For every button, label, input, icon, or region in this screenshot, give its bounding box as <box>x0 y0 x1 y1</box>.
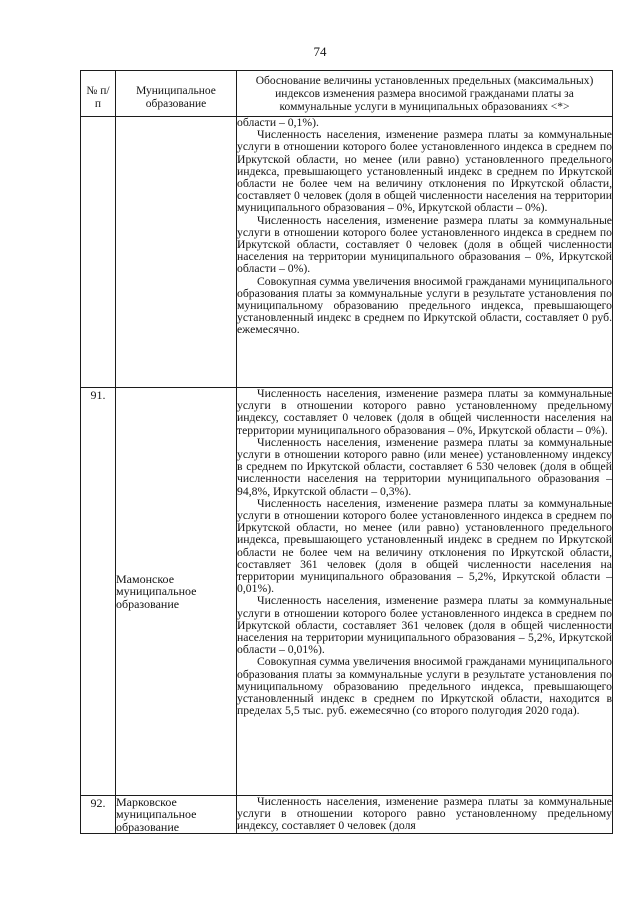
row-municipality: Марковское муниципальное образование <box>116 796 237 834</box>
header-num <box>81 71 116 117</box>
header-municipality <box>116 71 237 117</box>
header-justification <box>237 71 613 117</box>
row-justification-clip <box>237 796 612 833</box>
paragraph: Численность населения, изменение размера платы за коммунальные услуги в отношении которого более установленного индекса в среднем по Иркутской области, но менее (или равно) установленного предельного индекса, превышающего установленный индекс в среднем по Иркутской области не более чем на величину отклонения по Иркутской области, составляет 361 человек (доля в общей численности населения на территории муниципального образования – 5,2%, Иркутской области – 0,01%). <box>237 496 612 596</box>
paragraph: Численность населения, изменение размера платы за коммунальные услуги в отношении которого равно (или менее) установленному индексу в среднем по Иркутской области, составляет 6 530 человек (доля в общей численности населения на территории муниципального образования – 94,8%, Иркутской области – 0,3%). <box>237 435 612 498</box>
paragraph: Численность населения, изменение размера платы за коммунальные услуги в отношении которого равно установленному предельному индексу, составляет 0 человек (доля в общей численности населения на территории муниципального образования – 0%, Иркутской области – 0%). <box>237 387 612 437</box>
paragraph: области – 0,1%). <box>237 116 319 129</box>
header-num-label: № п/п <box>86 85 110 110</box>
paragraph: Численность населения, изменение размера платы за коммунальные услуги в отношении которого равно установленному предельному индексу, составляет 0 человек (доля <box>237 796 612 833</box>
row-justification <box>237 117 613 388</box>
header-municipality-label: Муниципальное образование <box>136 85 216 110</box>
paragraph: Численность населения, изменение размера платы за коммунальные услуги в отношении которого более установленного индекса в среднем по Иркутской области, составляет 361 человек (доля в общей численности населения на территории муниципального образования – 5,2%, Иркутской области – 0,01%). <box>237 594 612 657</box>
paragraph: Совокупная сумма увеличения вносимой гражданами муниципального образования платы за коммунальные услуги в результате установления по муниципальному образованию предельного индекса, превышающего установленный индекс в среднем по Иркутской области, находится в пределах 5,5 тыс. руб. ежемесячно (со второго полугодия 2020 года). <box>237 655 612 718</box>
row-number: 91. <box>81 388 116 796</box>
row-justification <box>237 388 613 796</box>
row-justification <box>237 796 613 834</box>
table-row <box>81 117 613 388</box>
table-row <box>81 796 613 834</box>
row-municipality <box>116 117 237 388</box>
table-header-row <box>81 71 613 117</box>
paragraph: Численность населения, изменение размера платы за коммунальные услуги в отношении которого более установленного индекса в среднем по Иркутской области, составляет 0 человек (доля в общей численности населения на территории муниципального образования – 0%, Иркутской области – 0%). <box>237 213 612 276</box>
header-justification-label: Обоснование величины установленных предельных (максимальных) индексов изменения размера вносимой гражданами платы за коммунальные услуги в муниципальных образованиях <*> <box>255 75 594 113</box>
row-number <box>81 117 116 388</box>
indices-table <box>80 70 613 834</box>
row-municipality: Мамонское муниципальное образование <box>116 388 237 796</box>
page-number: 74 <box>313 44 327 59</box>
paragraph: Численность населения, изменение размера платы за коммунальные услуги в отношении которого более установленного индекса в среднем по Иркутской области, но менее (или равно) установленного предельного индекса, превышающего установленный индекс в среднем по Иркутской области не более чем на величину отклонения по Иркутской области, составляет 0 человек (доля в общей численности населения на территории муниципального образования – 0%, Иркутской области – 0%). <box>237 128 612 215</box>
row-number: 92. <box>81 796 116 834</box>
paragraph: Совокупная сумма увеличения вносимой гражданами муниципального образования платы за коммунальные услуги в результате установления по муниципальному образованию предельного индекса, превышающего установленный индекс в среднем по Иркутской области, составляет 0 руб. ежемесячно. <box>237 274 612 337</box>
table-row <box>81 388 613 796</box>
